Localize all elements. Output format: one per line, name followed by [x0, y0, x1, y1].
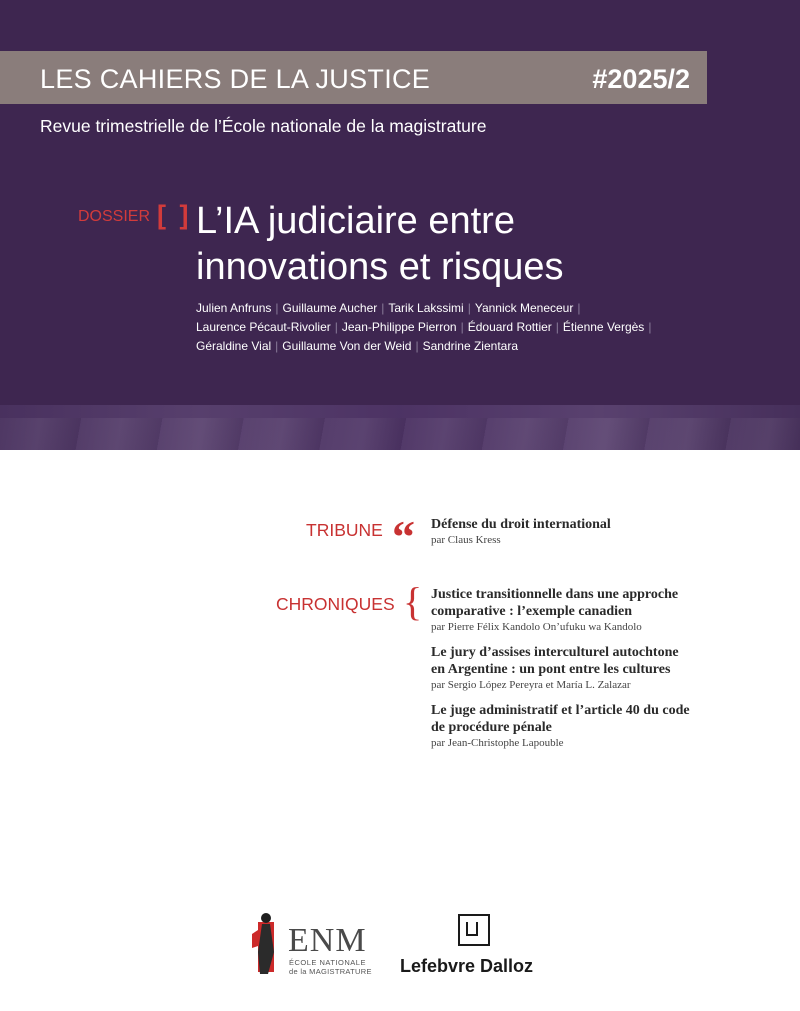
enm-wordmark: ENM: [288, 922, 367, 959]
ld-monogram-icon: [460, 916, 487, 943]
list-item: [431, 702, 751, 751]
dossier-bracket-icon: [ ]: [157, 200, 192, 230]
article-title: Défense du droit international: [431, 517, 611, 532]
separator: |: [381, 301, 385, 315]
author-name: Sandrine Zientara: [422, 339, 518, 353]
dossier-title: [196, 198, 756, 290]
lefebvre-dalloz-wordmark: Lefebvre Dalloz: [400, 956, 534, 976]
dossier-label: DOSSIER: [78, 208, 151, 225]
article-author: par Pierre Félix Kandolo On’ufuku wa Kandolo: [431, 621, 642, 633]
decorative-stripe-texture: [0, 418, 800, 450]
authors-line-3: [196, 337, 776, 356]
list-item: [431, 644, 751, 693]
author-name: Julien Anfruns: [196, 301, 272, 315]
dossier-title-line-1: L’IA judiciaire entre: [196, 200, 515, 242]
tribune-article: [431, 516, 751, 557]
separator: |: [467, 301, 471, 315]
article-title-line-2: de procédure pénale: [431, 720, 552, 735]
separator: |: [275, 301, 279, 315]
author-name: Guillaume Aucher: [282, 301, 378, 315]
separator: |: [334, 320, 338, 334]
dossier-authors: [196, 299, 776, 356]
author-name: Jean-Philippe Pierron: [341, 320, 457, 334]
article-author: par Sergio López Pereyra et María L. Zalazar: [431, 679, 631, 691]
quote-icon: “: [392, 511, 415, 562]
separator: |: [460, 320, 464, 334]
journal-subtitle: Revue trimestrielle de l’École nationale de la magistrature: [40, 116, 487, 136]
enm-subtitle-1: ÉCOLE NATIONALE: [289, 958, 366, 967]
author-name: Guillaume Von der Weid: [282, 339, 412, 353]
separator: |: [415, 339, 419, 353]
article-title-line-2: comparative : l’exemple canadien: [431, 604, 633, 619]
author-name: Étienne Vergès: [562, 320, 645, 334]
separator: |: [275, 339, 279, 353]
issue-number: #2025/2: [592, 64, 690, 94]
article-title-line-1: Le juge administratif et l’article 40 du code: [431, 703, 690, 718]
author-name: Tarik Lakssimi: [388, 301, 464, 315]
cover-header-panel: [0, 0, 800, 450]
brace-icon: {: [403, 579, 423, 624]
author-name: Édouard Rottier: [467, 320, 552, 334]
journal-title: LES CAHIERS DE LA JUSTICE: [40, 64, 431, 94]
enm-subtitle-2: de la MAGISTRATURE: [289, 967, 372, 976]
separator: |: [648, 320, 652, 334]
chroniques-articles: [431, 586, 751, 760]
authors-line-1: [196, 299, 776, 318]
article-author: par Jean-Christophe Lapouble: [431, 737, 564, 749]
chroniques-label: CHRONIQUES: [276, 594, 395, 614]
list-item: [431, 586, 751, 635]
article-author: par Claus Kress: [431, 534, 501, 546]
separator: |: [555, 320, 559, 334]
separator: |: [577, 301, 581, 315]
authors-line-2: [196, 318, 776, 337]
tribune-label: TRIBUNE: [306, 520, 383, 540]
dossier-title-line-2: innovations et risques: [196, 246, 564, 288]
author-name: Yannick Meneceur: [474, 301, 574, 315]
article-title-line-1: Le jury d’assises interculturel autochtone: [431, 645, 679, 660]
author-name: Géraldine Vial: [196, 339, 272, 353]
article-title-line-1: Justice transitionnelle dans une approche: [431, 587, 679, 602]
lefebvre-dalloz-logo-icon: [458, 914, 490, 946]
article-title-line-2: en Argentine : un pont entre les cultures: [431, 662, 671, 677]
author-name: Laurence Pécaut-Rivolier: [196, 320, 331, 334]
